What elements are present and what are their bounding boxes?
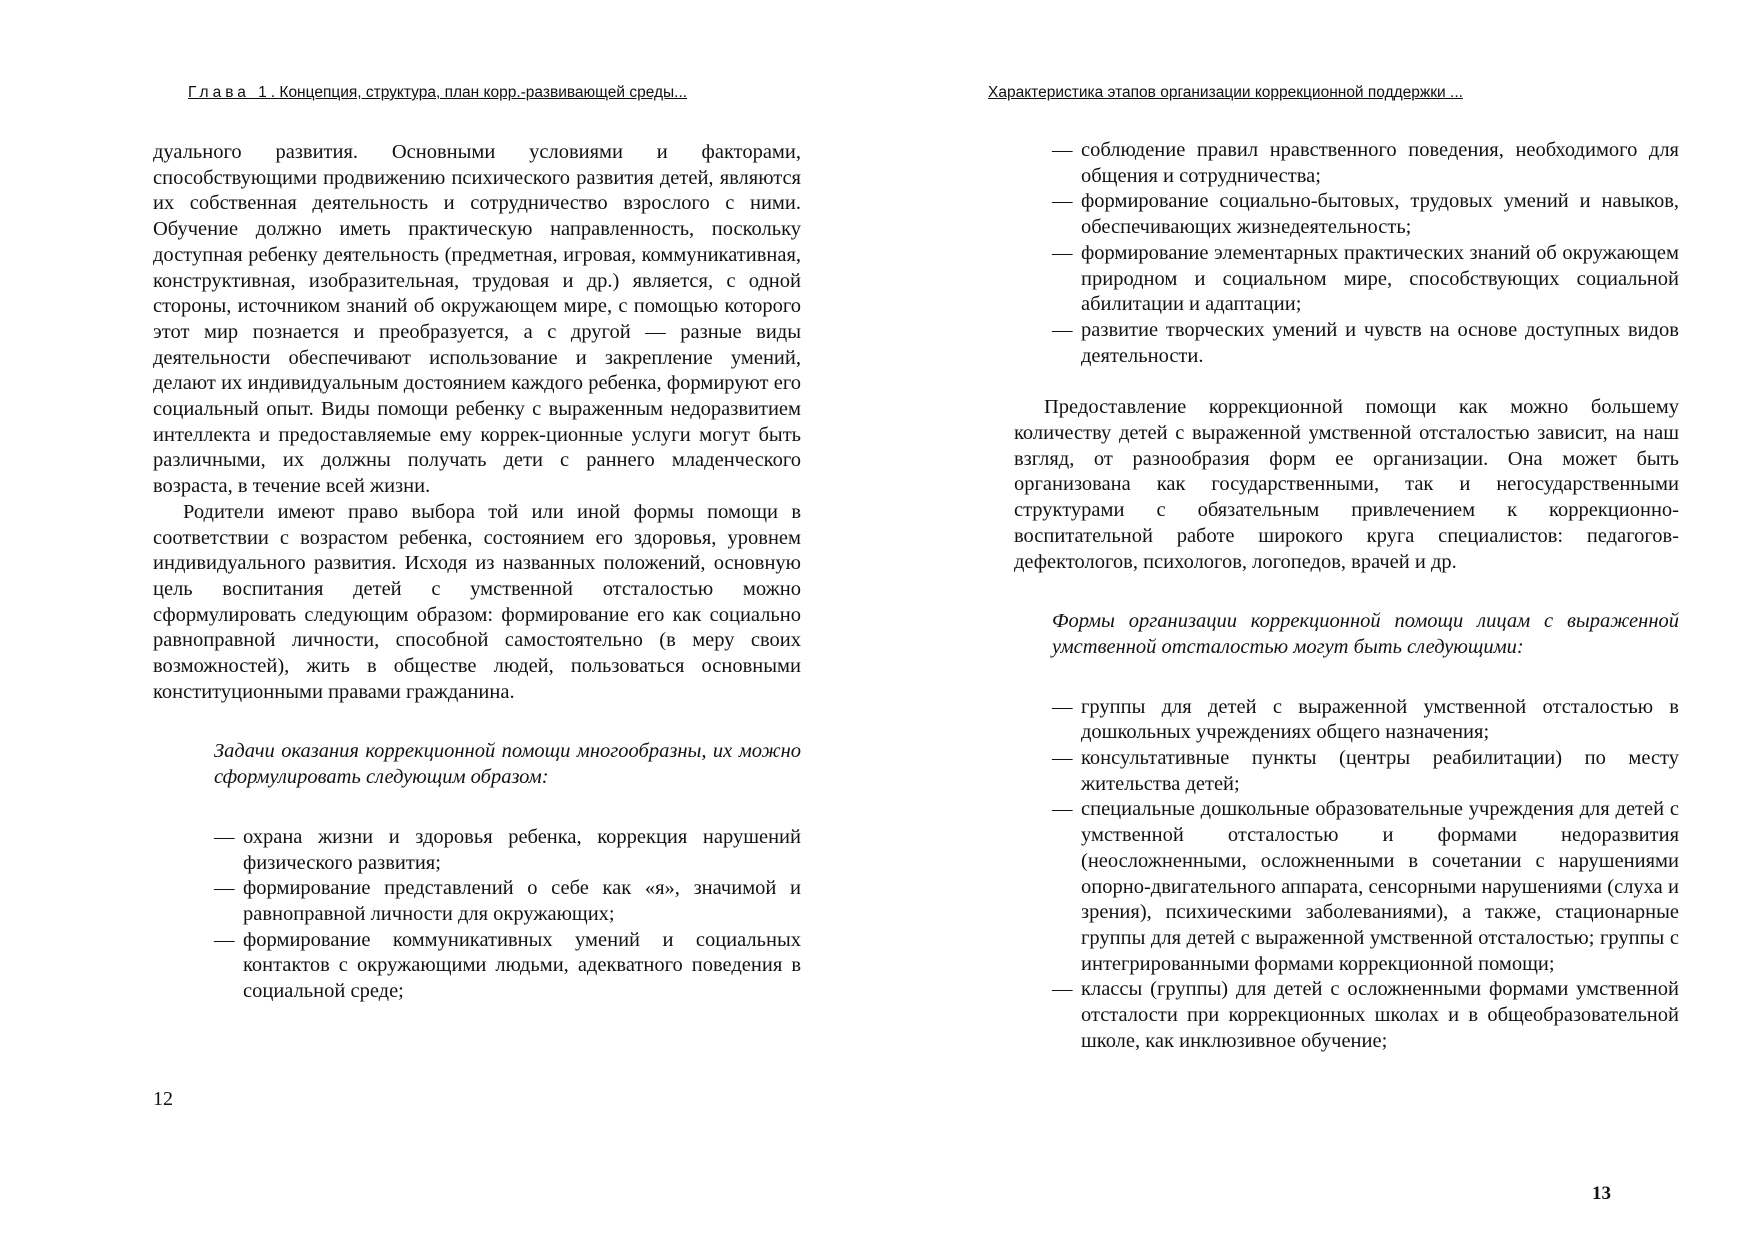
forms-list [1052,695,1679,1055]
left-page [0,0,876,1241]
task-list [214,825,801,1005]
list-item: — специальные дошкольные образовательные учреждения для детей с умственной отсталостью и формами недоразвития (неосложненными, осложненными в сочетании с нарушениями опорно-двигательного аппарата, сенсорными нарушениями (слуха и зрения), психическими заболеваниями), а также, стационарные группы для детей с выраженной умственной отсталостью; группы с интегрированными формами коррекционной помощи; [1052,797,1679,977]
italic-intro: Формы организации коррекционной помощи лицам с выраженной умственной отсталостью могут быть следующими: [1052,610,1679,658]
page-number: 13 [1592,1183,1611,1204]
chapter-title: . Концепция, структура, план корр.-развивающей среды... [270,84,688,101]
paragraph: Предоставление коррекционной помощи как можно большему количеству детей с выраженной умственной отсталостью зависит, на наш взгляд, от разнообразия форм ее организации. Она может быть организована как государственными, так и негосударственными структурами с обязательным привлечением к коррекционно-воспитательной работе широкого круга специалистов: педагогов-дефектологов, психологов, логопедов, врачей и др. [1014,396,1679,573]
chapter-label: Глава 1 [188,84,271,101]
running-head-right: Характеристика этапов организации коррекционной поддержки ... [988,84,1463,101]
list-item: — развитие творческих умений и чувств на основе доступных видов деятельности. [1052,318,1679,369]
list-item: — охрана жизни и здоровья ребенка, коррекция нарушений физического развития; [214,825,801,876]
list-item: — формирование социально-бытовых, трудовых умений и навыков, обеспечивающих жизнедеятельность; [1052,189,1679,240]
paragraph: дуального развития. Основными условиями и факторами, способствующими продвижению психического развития детей, являются их собственная деятельность и сотрудничество взрослого с ними. Обучение должно иметь практическую направленность, поскольку доступная ребенку деятельность (предметная, игровая, коммуникативная, конструктивная, изобразительная, трудовая и др.) является, с одной стороны, источником знаний об окружающем мире, с помощью которого этот мир познается и преобразуется, а с другой — разные виды деятельности обеспечивают использование и закрепление умений, делают их индивидуальным достоянием каждого ребенка, формируют его социальный опыт. Виды помощи ребенку с выраженным недоразвитием интеллекта и предоставляемые ему коррек-ционные услуги могут быть различными, их должны получать дети с раннего младенческого возраста, в течение всей жизни. [153,141,801,498]
left-page-body [153,140,801,1005]
list-item: — группы для детей с выраженной умственной отсталостью в дошкольных учреждениях общего назначения; [1052,695,1679,746]
running-head-left [188,84,687,102]
italic-intro: Задачи оказания коррекционной помощи многообразны, их можно сформулировать следующим образом: [214,740,801,789]
page-number: 12 [153,1088,173,1110]
task-list-continued [1052,138,1679,369]
list-item: — соблюдение правил нравственного поведения, необходимого для общения и сотрудничества; [1052,138,1679,189]
list-item: — консультативные пункты (центры реабилитации) по месту жительства детей; [1052,746,1679,797]
list-item: — формирование элементарных практических знаний об окружающем природном и социальном мире, способствующих социальной абилитации и адаптации; [1052,241,1679,318]
paragraph: Родители имеют право выбора той или иной формы помощи в соответствии с возрастом ребенка, состоянием его здоровья, уровнем индивидуального развития. Исходя из названных положений, основную цель воспитания детей с умственной отсталостью можно сформулировать следующим образом: формирование его как социально равноправной личности, способной самостоятельно (в меру своих возможностей), жить в обществе людей, пользоваться основными конституционными правами гражданина. [153,500,801,703]
right-page-body [1014,138,1679,1055]
list-item: — формирование представлений о себе как «я», значимой и равноправной личности для окружающих; [214,876,801,927]
list-item: — классы (группы) для детей с осложненными формами умственной отсталости при коррекционных школах и в общеобразовательной школе, как инклюзивное обучение; [1052,977,1679,1054]
right-page [876,0,1753,1241]
list-item: — формирование коммуникативных умений и социальных контактов с окружающими людьми, адекватного поведения в социальной среде; [214,928,801,1005]
